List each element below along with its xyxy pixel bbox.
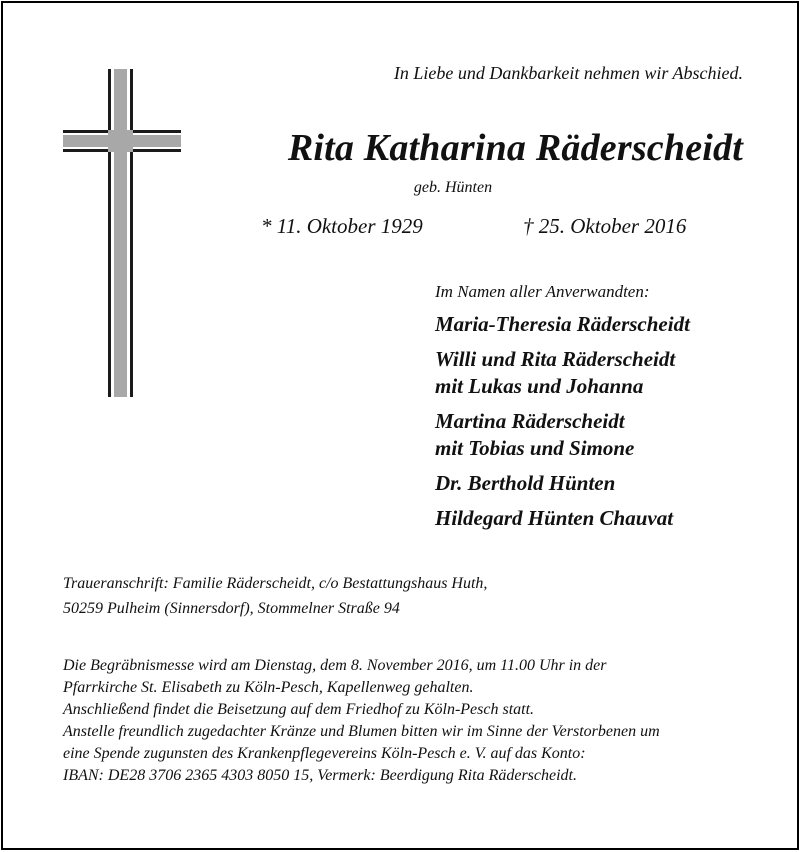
mourner-entry	[435, 408, 785, 462]
mourner-line: Hildegard Hünten Chauvat	[435, 506, 674, 530]
intro-text: In Liebe und Dankbarkeit nehmen wir Abschied.	[393, 63, 743, 83]
mourner-line: mit Lukas und Johanna	[435, 374, 644, 398]
funeral-notice	[63, 655, 763, 787]
notice-line: Pfarrkirche St. Elisabeth zu Köln-Pesch, Kapellenweg gehalten.	[63, 679, 474, 696]
notice-line: eine Spende zugunsten des Krankenpflegevereins Köln-Pesch e. V. auf das Konto:	[63, 745, 586, 762]
mourner-line: Dr. Berthold Hünten	[435, 471, 616, 495]
mourner-line: Willi und Rita Räderscheidt	[435, 347, 676, 371]
notice-line: Anstelle freundlich zugedachter Kränze und Blumen bitten wir im Sinne der Verstorbenen um	[63, 723, 660, 740]
mourner-line: Maria-Theresia Räderscheidt	[435, 312, 690, 336]
notice-line: Die Begräbnismesse wird am Dienstag, dem 8. November 2016, um 11.00 Uhr in der	[63, 657, 607, 674]
mourners-block	[435, 282, 785, 540]
birth-date: * 11. Oktober 1929	[261, 214, 423, 238]
deceased-name: Rita Katharina Räderscheidt	[287, 127, 743, 169]
cross-icon	[63, 69, 181, 397]
mourner-entry	[435, 346, 785, 400]
mourner-entry	[435, 470, 785, 497]
address-line: Traueranschrift: Familie Räderscheidt, c/o Bestattungshaus Huth,	[63, 575, 488, 592]
obituary-notice	[1, 1, 799, 850]
notice-line: Anschließend findet die Beisetzung auf dem Friedhof zu Köln-Pesch statt.	[63, 701, 535, 718]
mourner-line: Martina Räderscheidt	[435, 409, 625, 433]
address-line: 50259 Pulheim (Sinnersdorf), Stommelner Straße 94	[63, 600, 400, 617]
mourning-address	[63, 571, 487, 621]
death-date: † 25. Oktober 2016	[523, 214, 687, 238]
birth-name: geb. Hünten	[413, 179, 493, 196]
mourners-intro: Im Namen aller Anverwandten:	[435, 282, 650, 301]
mourner-line: mit Tobias und Simone	[435, 436, 635, 460]
mourner-entry	[435, 311, 785, 338]
notice-line: IBAN: DE28 3706 2365 4303 8050 15, Vermerk: Beerdigung Rita Räderscheidt.	[63, 767, 577, 784]
mourner-entry	[435, 505, 785, 532]
